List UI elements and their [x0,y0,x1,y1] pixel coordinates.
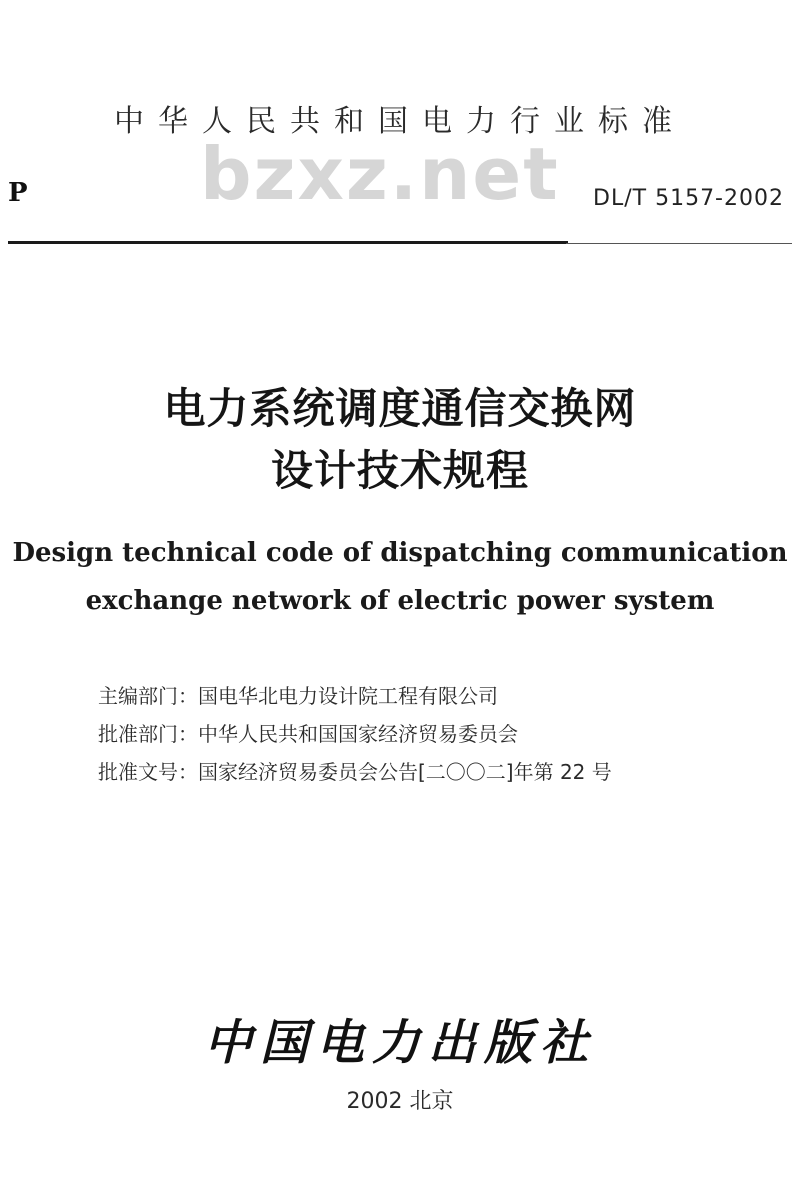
title-en-line1: Design technical code of dispatching communication [12,538,788,568]
title-zh-line1: 电力系统调度通信交换网 [163,384,637,433]
title-zh-line2: 设计技术规程 [270,446,529,495]
standard-type-heading: 中华人民共和国电力行业标准 [114,104,686,139]
category-code: P [8,178,28,208]
chief-editor-dept: 主编部门：国电华北电力设计院工程有限公司 [98,684,498,708]
title-en-line2: exchange network of electric power system [85,586,715,616]
approving-dept: 批准部门：中华人民共和国国家经济贸易委员会 [98,722,518,746]
header-divider [8,241,568,244]
publication-year-place: 2002 北京 [346,1089,454,1114]
publisher-name: 中国电力出版社 [203,1015,596,1071]
header-divider-thin [566,243,792,244]
standard-number: DL/T 5157-2002 [593,186,784,211]
watermark: bzxz.net [200,132,560,216]
approval-document-number: 批准文号：国家经济贸易委员会公告[二〇〇二]年第 22 号 [98,760,612,784]
